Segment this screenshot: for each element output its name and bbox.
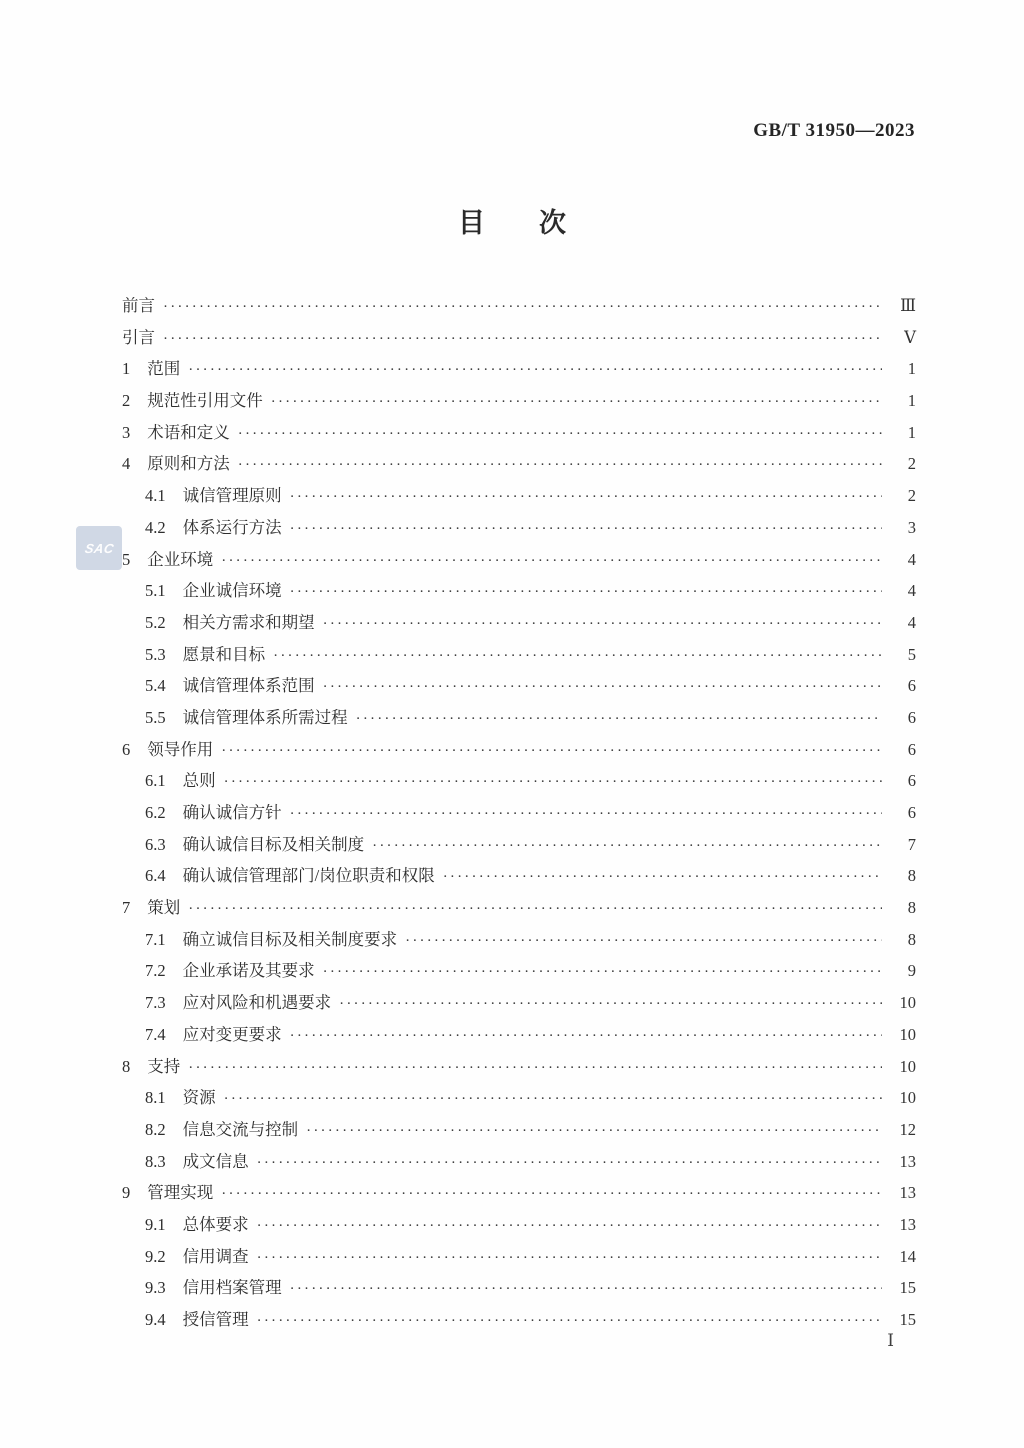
toc-entry-page: 9 xyxy=(907,961,916,981)
toc-entry xyxy=(122,448,916,480)
toc-entry-number: 2 xyxy=(122,391,131,411)
toc-entry-page: 5 xyxy=(907,644,916,664)
toc-entry-number: 9.1 xyxy=(145,1214,166,1234)
toc-entry xyxy=(122,1082,916,1114)
toc-entry-dot-leader xyxy=(224,1082,882,1116)
toc-entry-dot-leader xyxy=(273,639,882,673)
toc-entry-dot-leader xyxy=(238,417,882,451)
toc-entry-dot-leader xyxy=(221,1177,882,1211)
toc-entry-number: 4 xyxy=(122,454,131,474)
toc-entry-dot-leader xyxy=(290,1019,882,1053)
toc-entry-page: 6 xyxy=(907,739,916,759)
sac-watermark-text: SAC xyxy=(83,540,115,556)
toc-entry-dot-leader xyxy=(290,797,882,831)
toc-entry-page: 12 xyxy=(899,1119,916,1139)
toc-entry-dot-leader xyxy=(290,480,882,514)
toc-entry-title: 资源 xyxy=(182,1088,216,1108)
toc-entry-title: 应对风险和机遇要求 xyxy=(182,993,332,1013)
toc-entry-number: 5.4 xyxy=(145,676,166,696)
toc-entry xyxy=(122,1209,916,1241)
toc-entry-page: 13 xyxy=(899,1214,916,1234)
toc-entry-title: 策划 xyxy=(147,898,181,918)
toc-entry-page: 10 xyxy=(899,993,916,1013)
toc-entry-dot-leader xyxy=(290,512,882,546)
toc-entry-page: Ⅴ xyxy=(904,327,916,347)
toc-entry-number: 6 xyxy=(122,739,131,759)
toc-entry-page: 13 xyxy=(899,1151,916,1171)
toc-entry xyxy=(122,1241,916,1273)
toc-entry-title: 支持 xyxy=(147,1056,181,1076)
toc-entry-dot-leader xyxy=(290,575,882,609)
toc-entry-page: 13 xyxy=(899,1183,916,1203)
toc-entry-page: 6 xyxy=(907,707,916,727)
toc-entry-dot-leader xyxy=(323,955,882,989)
toc-entry-title: 相关方需求和期望 xyxy=(182,612,315,632)
toc-entry xyxy=(122,512,916,544)
toc-entry-title: 确认诚信管理部门/岗位职责和权限 xyxy=(182,866,435,886)
toc-entry-number: 4.1 xyxy=(145,486,166,506)
toc-entry-title: 诚信管理原则 xyxy=(182,486,282,506)
toc-entry-number: 9 xyxy=(122,1183,131,1203)
toc-list xyxy=(122,290,916,1336)
toc-entry-page: 15 xyxy=(899,1310,916,1329)
toc-entry xyxy=(122,290,916,322)
toc-entry-number: 6.3 xyxy=(145,834,166,854)
toc-entry xyxy=(122,639,916,671)
toc-entry-number: 5.3 xyxy=(145,644,166,664)
toc-title: 目 次 xyxy=(458,208,566,238)
toc-entry-number: 8.2 xyxy=(145,1119,166,1139)
toc-entry xyxy=(122,322,916,354)
toc-entry-number: 8 xyxy=(122,1056,131,1076)
toc-entry-title: 确认诚信目标及相关制度 xyxy=(182,834,365,854)
toc-entry xyxy=(122,1146,916,1178)
sac-watermark xyxy=(76,526,122,570)
toc-entry-page: 1 xyxy=(907,422,916,442)
toc-entry-title: 规范性引用文件 xyxy=(147,391,263,411)
toc-entry-page: 8 xyxy=(907,866,916,886)
toc-entry-number: 5.5 xyxy=(145,707,166,727)
toc-entry-number: 4.2 xyxy=(145,517,166,537)
toc-entry-number: 9.3 xyxy=(145,1278,166,1298)
toc-entry xyxy=(122,955,916,987)
toc-entry-title: 体系运行方法 xyxy=(182,517,282,537)
toc-entry-number: 3 xyxy=(122,422,131,442)
toc-entry-number: 6.4 xyxy=(145,866,166,886)
toc-entry-number: 8.3 xyxy=(145,1151,166,1171)
toc-entry-page: 6 xyxy=(907,771,916,791)
toc-entry-page: 15 xyxy=(899,1278,916,1298)
toc-entry xyxy=(122,575,916,607)
toc-entry-title: 信用调查 xyxy=(182,1246,249,1266)
toc-entry-dot-leader xyxy=(306,1114,882,1148)
toc-entry-title: 引言 xyxy=(122,327,155,347)
toc-entry xyxy=(122,765,916,797)
toc-entry xyxy=(122,987,916,1019)
toc-entry-dot-leader xyxy=(405,924,882,958)
toc-entry-dot-leader xyxy=(372,829,882,863)
toc-entry-page: 3 xyxy=(907,517,916,537)
toc-entry-dot-leader xyxy=(443,860,882,894)
toc-entry-dot-leader xyxy=(188,1051,882,1085)
toc-entry-title: 管理实现 xyxy=(147,1183,214,1203)
toc-entry-title: 企业承诺及其要求 xyxy=(182,961,315,981)
toc-entry-dot-leader xyxy=(257,1304,882,1338)
toc-entry-title: 信用档案管理 xyxy=(182,1278,282,1298)
toc-entry-title: 企业诚信环境 xyxy=(182,581,282,601)
toc-entry-page: 14 xyxy=(899,1246,916,1266)
toc-entry-number: 1 xyxy=(122,359,131,379)
toc-entry-page: 4 xyxy=(907,581,916,601)
toc-entry xyxy=(122,1019,916,1051)
toc-entry xyxy=(122,544,916,576)
toc-entry-dot-leader xyxy=(163,322,882,356)
toc-entry-page: 10 xyxy=(899,1056,916,1076)
toc-entry xyxy=(122,734,916,766)
toc-entry-title: 确认诚信方针 xyxy=(182,803,282,822)
toc-entry-page: 2 xyxy=(907,454,916,474)
toc-entry-dot-leader xyxy=(221,734,882,768)
toc-entry-dot-leader xyxy=(221,544,882,578)
toc-entry-number: 6.2 xyxy=(145,803,166,822)
toc-entry-title: 信息交流与控制 xyxy=(182,1119,299,1139)
toc-entry-page: 6 xyxy=(907,803,916,822)
toc-entry-page: 10 xyxy=(899,1088,916,1108)
toc-entry-dot-leader xyxy=(323,670,882,704)
toc-entry-number: 7 xyxy=(122,898,131,918)
toc-entry xyxy=(122,892,916,924)
toc-entry xyxy=(122,860,916,892)
toc-entry-dot-leader xyxy=(188,892,882,926)
toc-entry xyxy=(122,797,916,829)
toc-entry xyxy=(122,829,916,861)
toc-entry-title: 企业环境 xyxy=(147,549,214,569)
toc-entry-page: 10 xyxy=(899,1024,916,1044)
toc-entry-dot-leader xyxy=(356,702,882,736)
toc-entry-page: Ⅲ xyxy=(900,296,916,315)
toc-entry-title: 成文信息 xyxy=(182,1151,249,1171)
toc-entry xyxy=(122,385,916,417)
toc-entry-page: 8 xyxy=(907,898,916,918)
toc-entry xyxy=(122,1304,916,1336)
toc-entry-dot-leader xyxy=(323,607,882,641)
toc-entry-dot-leader xyxy=(290,1272,882,1306)
toc-entry-number: 7.1 xyxy=(145,929,166,949)
toc-entry xyxy=(122,1177,916,1209)
toc-entry-page: 4 xyxy=(907,612,916,632)
toc-entry-number: 7.3 xyxy=(145,993,166,1013)
toc-entry-dot-leader xyxy=(257,1241,882,1275)
toc-entry-number: 9.4 xyxy=(145,1310,166,1329)
toc-entry xyxy=(122,1114,916,1146)
toc-entry-dot-leader xyxy=(224,765,882,799)
toc-entry-number: 8.1 xyxy=(145,1088,166,1108)
toc-entry-title: 愿景和目标 xyxy=(182,644,266,664)
toc-entry xyxy=(122,1272,916,1304)
toc-entry-page: 6 xyxy=(907,676,916,696)
toc-entry xyxy=(122,417,916,449)
toc-entry-dot-leader xyxy=(238,448,882,482)
toc-entry-title: 领导作用 xyxy=(147,739,214,759)
toc-entry-title: 术语和定义 xyxy=(147,422,230,442)
toc-entry xyxy=(122,670,916,702)
toc-entry-dot-leader xyxy=(188,353,882,387)
toc-entry xyxy=(122,480,916,512)
toc-entry-dot-leader xyxy=(257,1146,882,1180)
toc-entry-number: 5.2 xyxy=(145,612,166,632)
toc-entry-page: 8 xyxy=(907,929,916,949)
toc-entry-title: 授信管理 xyxy=(182,1310,249,1329)
toc-entry-page: 4 xyxy=(907,549,916,569)
toc-entry-title: 原则和方法 xyxy=(147,454,230,474)
toc-entry-number: 9.2 xyxy=(145,1246,166,1266)
page-number: Ⅰ xyxy=(887,1331,894,1350)
toc-entry-title: 总则 xyxy=(182,771,216,791)
toc-entry-title: 应对变更要求 xyxy=(182,1024,282,1044)
toc-entry-number: 7.4 xyxy=(145,1024,166,1044)
toc-entry-title: 确立诚信目标及相关制度要求 xyxy=(182,929,398,949)
toc-entry-title: 前言 xyxy=(122,296,155,315)
toc-entry-page: 2 xyxy=(907,486,916,506)
toc-entry xyxy=(122,702,916,734)
toc-entry-dot-leader xyxy=(163,290,882,324)
toc-entry-dot-leader xyxy=(257,1209,882,1243)
toc-entry-title: 范围 xyxy=(147,359,181,379)
toc-entry-page: 1 xyxy=(907,391,916,411)
toc-entry-number: 5.1 xyxy=(145,581,166,601)
toc-entry-number: 5 xyxy=(122,549,131,569)
toc-entry-title: 诚信管理体系范围 xyxy=(182,676,315,696)
toc-entry-title: 诚信管理体系所需过程 xyxy=(182,707,348,727)
toc-entry-dot-leader xyxy=(339,987,882,1021)
toc-entry-page: 7 xyxy=(907,834,916,854)
toc-entry xyxy=(122,607,916,639)
toc-entry-number: 6.1 xyxy=(145,771,166,791)
toc-entry-page: 1 xyxy=(907,359,916,379)
toc-entry-dot-leader xyxy=(271,385,882,419)
toc-entry-number: 7.2 xyxy=(145,961,166,981)
toc-entry xyxy=(122,353,916,385)
toc-entry-title: 总体要求 xyxy=(182,1214,249,1234)
toc-entry xyxy=(122,1051,916,1083)
standard-number: GB/T 31950—2023 xyxy=(753,120,915,141)
toc-entry xyxy=(122,924,916,956)
